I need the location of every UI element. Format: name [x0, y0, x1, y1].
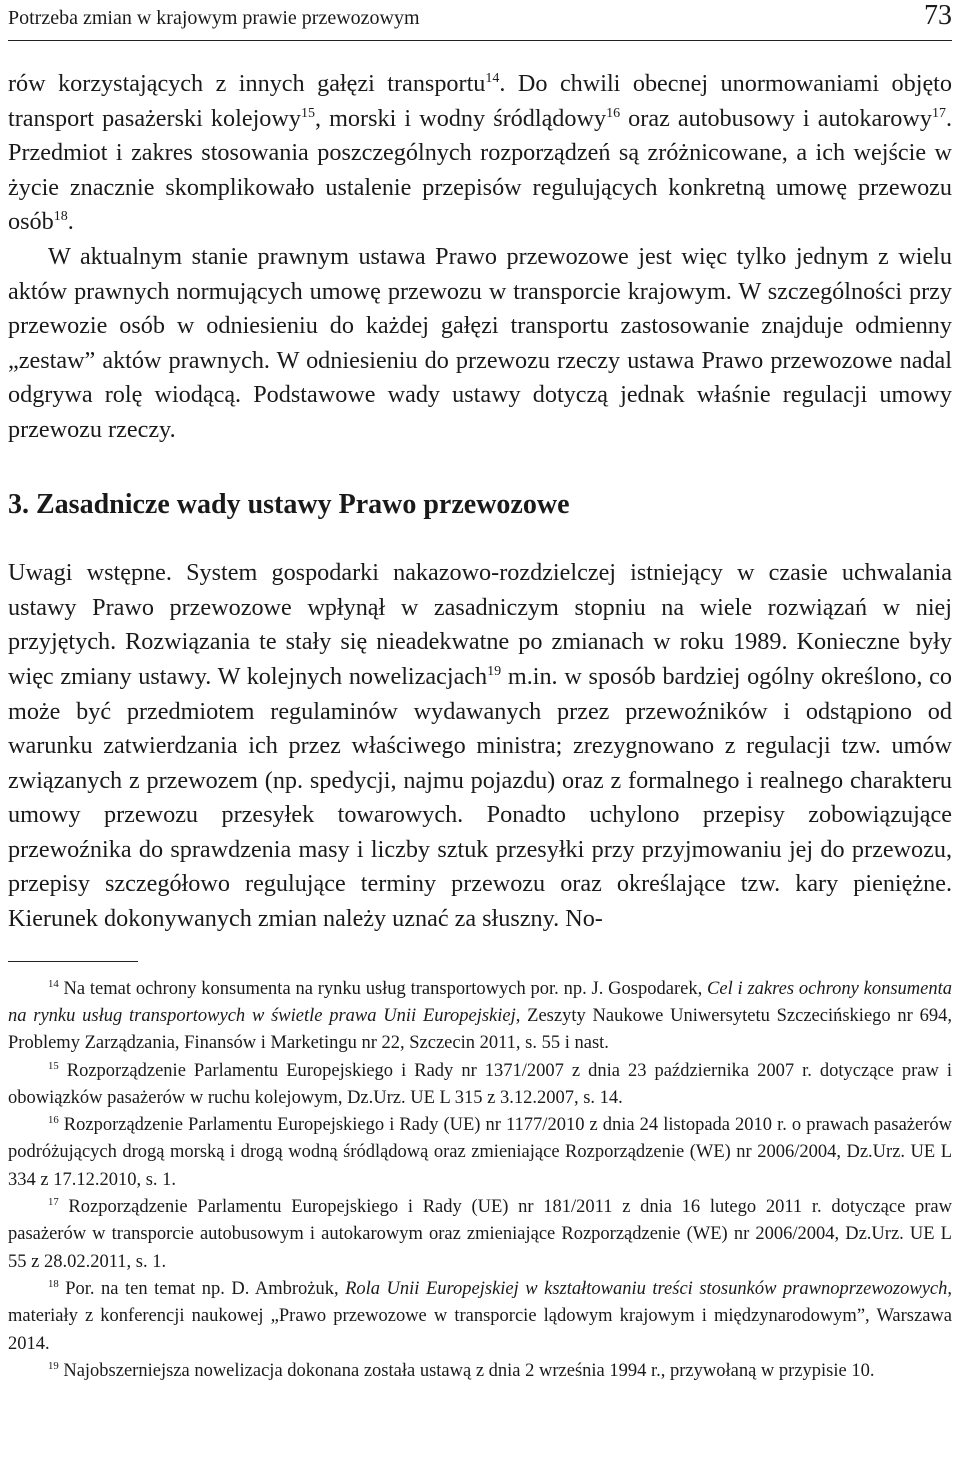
text-span: Rozporządzenie Parlamentu Europejskiego i Rady (UE) nr 181/2011 z dnia 16 lutego 2011 r. dotyczące praw pasażerów w transporcie autobusowym i autokarowym oraz zmieniające Rozporządzenie (WE) nr 2006/2004, Dz.Urz. UE L 55 z 28.02.2011, s. 1.	[8, 1197, 952, 1272]
footnote-ref-15: 15	[300, 104, 315, 121]
footnote-17	[8, 1194, 952, 1276]
page-number: 73	[924, 0, 952, 31]
footnote-number: 15	[48, 1059, 59, 1072]
document-page	[8, 0, 952, 1385]
text-span: , Zeszyty Naukowe Uniwersytetu Szczecińskiego nr 694, Problemy Zarządzania, Finansów i Marketingu nr 22, Szczecin 2011, s. 55 i nast.	[8, 1005, 952, 1054]
footnote-ref-19: 19	[487, 662, 502, 679]
text-span: m.in. w sposób bardziej ogólny określono, co może być przedmiotem regulaminów wydawanych przez przewoźników i odstąpiono od warunku zatwierdzania ich przez właściwego ministra; zrezygnowano z regulacji tzw. umów związanych z przewozem (np. spedycji, najmu pojazdu) oraz z formalnego i realnego charakteru umowy przewozu przesyłek towarowych. Ponadto uchylono przepisy zobowiązujące przewoźnika do sprawdzenia masy i liczby sztuk przesyłki przy przyjmowaniu jej do przewozu, przepisy szczegółowo regulujące terminy przewozu oraz określające tzw. kary pieniężne. Kierunek dokonywanych zmian należy uznać za słuszny. No-	[8, 662, 952, 933]
text-span: oraz autobusowy i autokarowy	[620, 104, 932, 132]
footnote-number: 18	[48, 1277, 59, 1290]
paragraph-2: W aktualnym stanie prawnym ustawa Prawo przewozowe jest więc tylko jednym z wielu aktów prawnych normujących umowę przewozu w transporcie krajowym. W szczególności przy przewozie osób w odniesieniu do każdej gałęzi transportu zastosowanie znajduje odmienny „zestaw” aktów prawnych. W odniesieniu do przewozu rzeczy ustawa Prawo przewozowe nadal odgrywa rolę wiodącą. Podstawowe wady ustawy dotyczą jednak właśnie regulacji umowy przewozu rzeczy.	[8, 242, 952, 443]
text-span: Rozporządzenie Parlamentu Europejskiego i Rady nr 1371/2007 z dnia 23 października 2007 r. dotyczące praw i obowiązków pasażerów w ruchu kolejowym, Dz.Urz. UE L 315 z 3.12.2007, s. 14.	[8, 1060, 952, 1108]
footnote-ref-18: 18	[53, 208, 68, 225]
cited-title: Rola Unii Europejskiej w kształtowaniu treści stosunków prawnoprzewozowych	[345, 1278, 948, 1299]
running-title: Potrzeba zmian w krajowym prawie przewozowym	[8, 7, 420, 29]
page-header	[8, 0, 952, 41]
footnote-16	[8, 1112, 952, 1194]
text-span: Najobszerniejsza nowelizacja dokonana została ustawą z dnia 2 września 1994 r., przywołaną w przypisie 10.	[58, 1360, 875, 1381]
text-span: . Do chwili obecnej unormowaniami objęto transport pasażerski kolejowy	[8, 70, 952, 132]
footnote-number: 14	[48, 977, 59, 990]
text-span: Uwagi wstępne. System gospodarki nakazowo-rozdzielczej istniejący w czasie uchwalania ustawy Prawo przewozowe wpłynął w zasadniczym stopniu na wiele rozwiązań w niej przyjętych. Rozwiązania te stały się nieadekwatne po zmianach w roku 1989. Konieczne były więc zmiany ustawy. W kolejnych nowelizacjach	[8, 559, 952, 690]
footnote-ref-16: 16	[606, 104, 621, 121]
text-span: rów korzystających z innych gałęzi transportu	[8, 70, 486, 97]
text-span: , morski i wodny śródlądowy	[314, 104, 607, 132]
footnotes	[8, 976, 952, 1385]
text-span: , materiały z konferencji naukowej „Prawo przewozowe w transporcie lądowym krajowym i międzynarodowym”, Warszawa 2014.	[8, 1278, 953, 1354]
section-heading: 3. Zasadnicze wady ustawy Prawo przewozowe	[8, 488, 570, 520]
text-span: .	[67, 208, 74, 236]
footnote-15	[8, 1058, 952, 1113]
footnote-ref-17: 17	[931, 104, 946, 121]
text-span: . Przedmiot i zakres stosowania poszczególnych rozporządzeń są zróżnicowane, a ich wejście w życie znacznie skomplikowało ustalenie przepisów regulujących konkretną umowę przewozu osób	[8, 104, 952, 236]
footnote-18	[8, 1276, 952, 1358]
main-text	[8, 67, 952, 937]
footnote-14	[8, 976, 952, 1058]
text-span: Por. na ten temat np. D. Ambrożuk,	[58, 1278, 346, 1299]
text-span: Na temat ochrony konsumenta na rynku usług transportowych por. np. J. Gospodarek,	[58, 978, 708, 999]
footnote-19	[8, 1358, 952, 1385]
cited-title: Cel i zakres ochrony konsumenta na rynku usług transportowych w świetle prawa Unii Europejskiej	[8, 978, 952, 1026]
paragraph-1	[8, 67, 952, 240]
text-span: Rozporządzenie Parlamentu Europejskiego i Rady (UE) nr 1177/2010 z dnia 24 listopada 2010 r. o prawach pasażerów podróżujących drogą morską i drogą wodną śródlądową oraz zmieniające Rozporządzenie (WE) nr 2006/2004, Dz.Urz. UE L 334 z 17.12.2010, s. 1.	[8, 1115, 952, 1190]
footnote-number: 16	[48, 1113, 59, 1126]
footnote-number: 17	[48, 1195, 59, 1208]
footnote-separator	[8, 961, 138, 962]
footnote-ref-14: 14	[485, 69, 500, 86]
paragraph-3	[8, 556, 952, 937]
footnote-number: 19	[48, 1359, 59, 1372]
